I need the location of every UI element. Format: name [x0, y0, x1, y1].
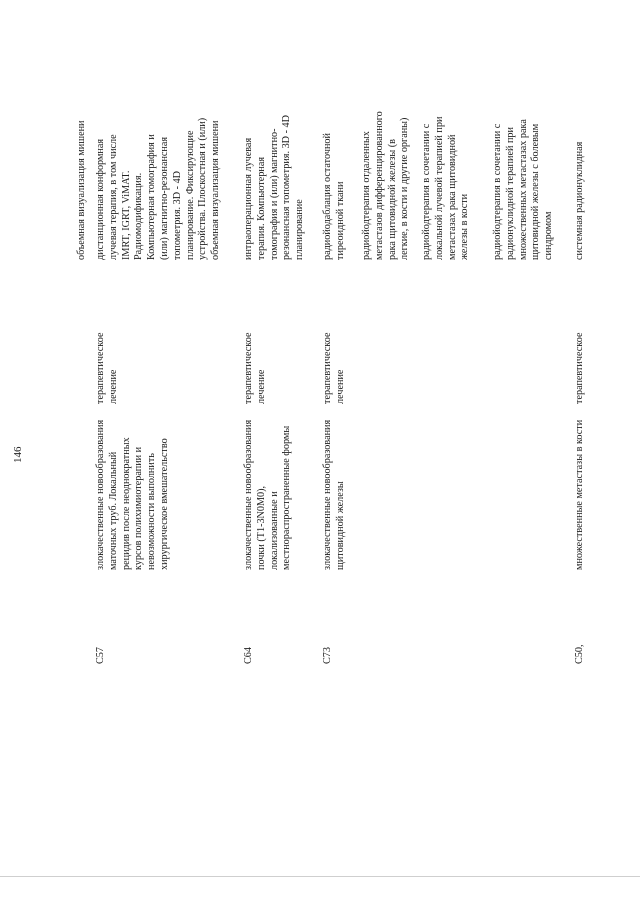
diagnosis-cell: злокачественные новообразования маточных труб. Локальный рецидив после неоднократных курсов полихимиотерапии и невозможности выполнить хирургическое вмешательство [95, 419, 170, 570]
treatment-cell: терапевтическое лечение [243, 332, 267, 404]
page-number: 146 [12, 446, 24, 463]
method-cell: системная радионуклидная [574, 141, 585, 260]
row-code: C57 [95, 647, 106, 664]
treatment-cell: терапевтическое [574, 332, 585, 404]
row-code: C50, [574, 644, 585, 664]
method-paragraph: радиойодтерапия в сочетании с радионуклидной терапией при множественных метастазах рака щитовидной железы с болевым синдромом [492, 119, 555, 260]
method-paragraph: радиойодаблация остаточной тиреоидной ткани [322, 133, 346, 260]
row-code: C73 [322, 647, 333, 664]
diagnosis-cell: злокачественные новообразования щитовидной железы [322, 419, 346, 570]
method-cell: дистанционная конформная лучевая терапия, в том числе IMRT, IGRT, ViMAT. Радиомодификация. Компьютерная томография и (или) магнитно-резонансная топометрия. 3D - 4D планирование. Фиксирующие устройства. Плоскостная и (или) объемная визуализация мишени [95, 117, 222, 260]
row-code: C64 [243, 647, 254, 664]
method-cell: интраоперационная лучевая терапия. Компьютерная томография и (или) магнитно- резонансная топометрия. 3D - 4D планирование [243, 115, 306, 260]
method-paragraph: радиойодтерапия отдаленных метастазов дифференцированного рака щитовидной железы (в легкие, в кости и другие органы) [361, 111, 411, 260]
treatment-cell: терапевтическое лечение [322, 332, 346, 404]
treatment-cell: терапевтическое лечение [95, 332, 119, 404]
diagnosis-cell: множественные метастазы в кости [574, 419, 585, 570]
method-paragraph: радиойодтерапия в сочетании с локальной лучевой терапией при метастазах рака щитовидной железы в кости [421, 116, 471, 260]
diagnosis-cell: злокачественные новообразования почки (T1-3N0M0), локализованные и местнораспространенные формы [243, 419, 293, 570]
continued-method-text: объемная визуализация мишени [76, 120, 87, 260]
